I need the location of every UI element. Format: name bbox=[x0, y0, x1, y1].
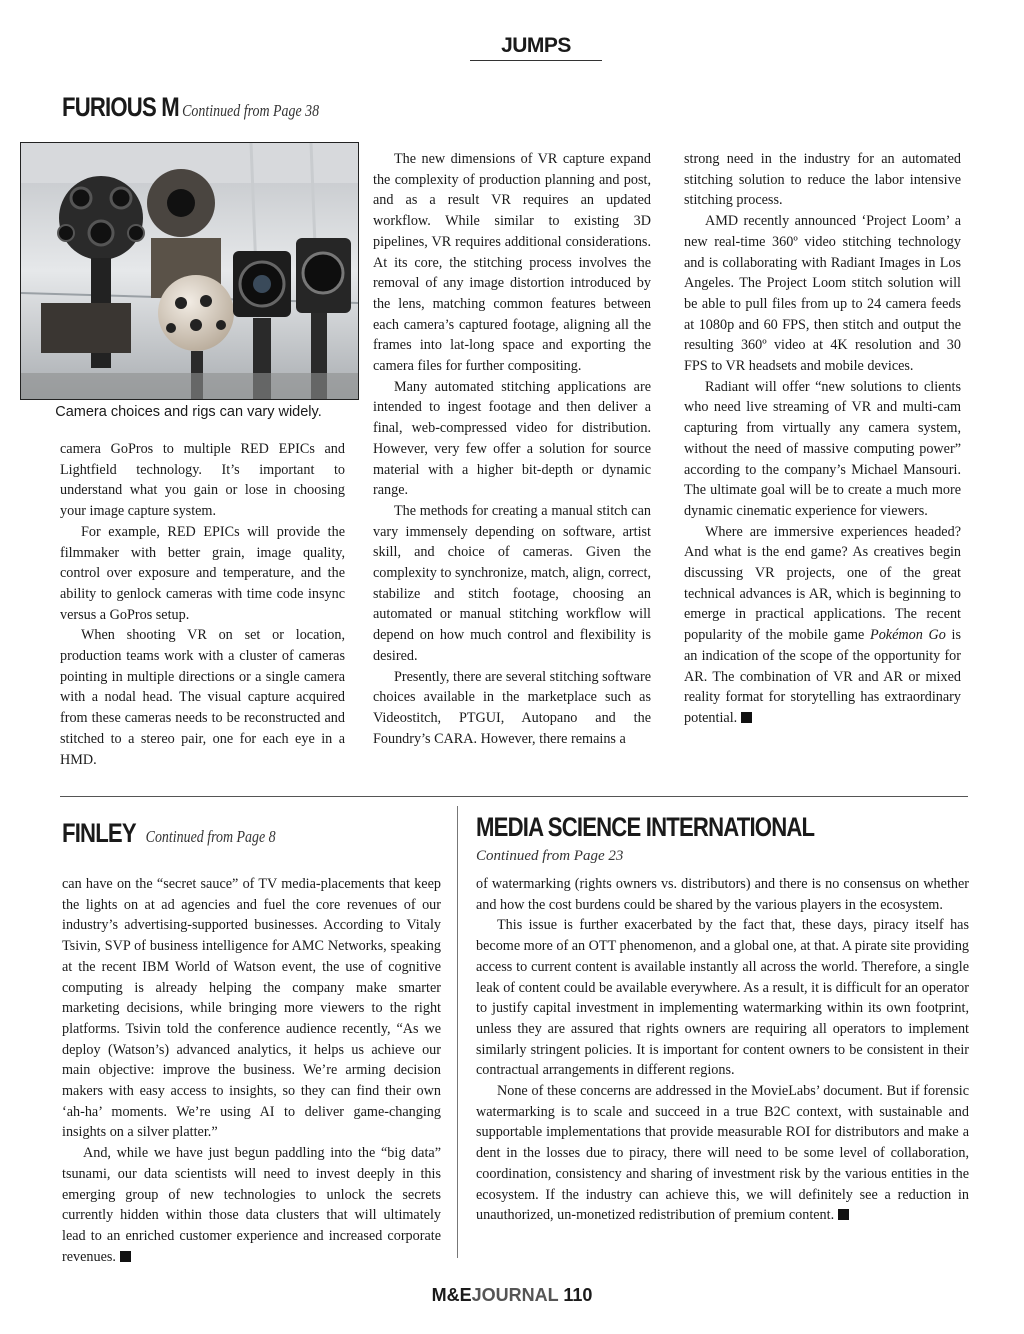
page-number: 110 bbox=[563, 1285, 593, 1305]
paragraph: Radiant will offer “new solutions to clients who need live streaming of VR and multi-cam capturing from virtually any camera system, without the need of massive computing power” according to the company’s Michael Mansouri. The ultimate goal will be to create a much more dynamic cinematic experience for viewers. bbox=[684, 378, 961, 519]
finley-title: FINLEY bbox=[62, 818, 136, 848]
text-run: None of these concerns are addressed in the MovieLabs’ document. But if forensic watermarking is to scale and succeed in a true B2C context, with sustainable and supportable implementations that provide measurable ROI for distributors and make a dent in the losses due to piracy, there will need to be some level of collaboration, coordination, consistency and sharing of investment risk by the various entities in the ecosystem. If the industry can achieve this, we will definitely see a reduction in unauthorized, un-monetized redistribution of premium content. bbox=[476, 1083, 969, 1224]
furious-title: FURIOUS M bbox=[62, 92, 179, 122]
section-label: JUMPS bbox=[470, 34, 602, 61]
paragraph: Presently, there are several stitching software choices available in the marketplace such as Videostitch, PTGUI, Autopano and the Foundry’s CARA. However, there remains a bbox=[373, 668, 651, 747]
furious-headline bbox=[62, 92, 319, 123]
paragraph: camera GoPros to multiple RED EPICs and Lightfield technology. It’s important to understand what you gain or lose in choosing your image capture system. bbox=[60, 441, 345, 520]
paragraph: AMD recently announced ‘Project Loom’ a new real-time 360º video stitching technology and is collaborating with Radiant Images in Los Angeles. The Project Loom stitch solution will be able to pull files from up to 24 camera feeds at 1080p and 60 FPS, then stitch and output the resulting 360º video at 4K resolution and 30 FPS to VR headsets and mobile devices. bbox=[684, 213, 961, 375]
camera-rig-illustration bbox=[21, 143, 358, 399]
finley-continued: Continued from Page 8 bbox=[145, 827, 276, 846]
game-title: Pokémon Go bbox=[870, 627, 946, 644]
end-mark-icon bbox=[120, 1251, 131, 1262]
camera-rig-photo bbox=[20, 142, 359, 400]
furious-column-2 bbox=[373, 149, 651, 749]
text-run: Where are immersive experiences headed? And what is the end game? As creatives begin discussing VR projects, one of the great technical advances is AR, which is beginning to emerge in practical applications. The recent popularity of the mobile game bbox=[684, 523, 961, 644]
msi-continued: Continued from Page 23 bbox=[476, 848, 624, 864]
paragraph-final bbox=[684, 522, 961, 729]
brand-journal: JOURNAL bbox=[471, 1285, 559, 1305]
paragraph: For example, RED EPICs will provide the filmmaker with better grain, image quality, control over exposure and temperature, and the ability to genlock cameras with time code insync versus a GoPros setup. bbox=[60, 523, 345, 623]
page-footer bbox=[0, 1285, 1024, 1306]
msi-title: MEDIA SCIENCE INTERNATIONAL bbox=[476, 812, 815, 842]
text-run: is an indication of the scope of the opportunity for AR. The combination of VR and AR or mixed reality format for storytelling has extraordinary potential. bbox=[684, 627, 961, 726]
end-mark-icon bbox=[838, 1209, 849, 1220]
paragraph: When shooting VR on set or location, production teams work with a cluster of cameras pointing in multiple directions or a single camera with a nodal head. The visual capture acquired from these cameras needs to be reconstructed and stitched to a stereo pair, one for each eye in a HMD. bbox=[60, 627, 345, 768]
paragraph: can have on the “secret sauce” of TV media-placements that keep the lights on at ad agencies and fuel the core revenues of our industry’s advertising-supported businesses. According to Vitaly Tsivin, SVP of business intelligence for AMC Networks, speaking at the recent IBM World of Watson event, the use of cognitive computing is already helping the company make smarter marketing decisions, while bringing more viewers to the right platforms. Tsivin told the conference audience recently, “As we deploy (Watson’s) advanced analytics, it helps us achieve our main objective: improve the business. We’re arming decision makers with easy access to insights, so they can find their own ‘ah-ha’ moments. We’re using AI to deliver game-changing insights on a silver platter.” bbox=[62, 876, 441, 1141]
text-run: And, while we have just begun paddling into the “big data” tsunami, our data scientists will need to invest deeply in this emerging group of new technologies to unlock the secrets currently hidden within those data clusters that will ultimately lead to an enriched customer experience and increased corporate revenues. bbox=[62, 1145, 441, 1265]
finley-headline bbox=[62, 818, 276, 849]
msi-column bbox=[476, 874, 969, 1226]
furious-continued: Continued from Page 38 bbox=[182, 101, 320, 120]
brand-me: M&E bbox=[431, 1285, 472, 1305]
end-mark-icon bbox=[741, 712, 752, 723]
paragraph: Many automated stitching applications are intended to ingest footage and then deliver a final, web-compressed video for distribution. However, very few offer a solution for source material with a higher bit-depth or dynamic range. bbox=[373, 378, 651, 499]
paragraph-final bbox=[62, 1143, 441, 1267]
paragraph: of watermarking (rights owners vs. distributors) and there is no consensus on whether and how the cost burdens could be shared by the various players in the ecosystem. bbox=[476, 876, 969, 913]
paragraph: This issue is further exacerbated by the fact that, these days, piracy itself has become more of an OTT phenomenon, and a global one, at that. A pirate site providing access to current content is available instantly all across the world. Therefore, a single leak of content could be available everywhere. As a result, it is difficult for an operator to justify capital investment in implementing watermarking within its own footprint, unless they are assured that rights owners are requiring all operators to implement similarly stringent policies. It is important for content owners to be consistent in their contractual arrangements in different regions. bbox=[476, 917, 970, 1079]
column-divider bbox=[457, 806, 458, 1258]
paragraph: The new dimensions of VR capture expand the complexity of production planning and post, and as a result VR requires an updated workflow. While similar to existing 3D pipelines, VR requires additional considerations. At its core, the stitching process involves the removal of any image distortion introduced by the lens, matching common features between each camera’s captured footage, aligning all the frames into lat-long space and exporting the camera files for further compositing. bbox=[373, 151, 651, 375]
paragraph: The methods for creating a manual stitch can vary immensely depending on software, artist skill, and choice of cameras. Given the complexity to synchronize, match, align, correct, stabilize and stitch footage, choosing an automated or manual stitching workflow will depend on how much control and flexibility is desired. bbox=[373, 502, 651, 664]
furious-column-3 bbox=[684, 149, 961, 729]
furious-column-1 bbox=[60, 439, 345, 770]
photo-caption: Camera choices and rigs can vary widely. bbox=[55, 404, 322, 420]
finley-column bbox=[62, 874, 441, 1267]
paragraph: strong need in the industry for an automated stitching solution to reduce the labor intensive stitching process. bbox=[684, 151, 961, 209]
paragraph-final bbox=[476, 1081, 969, 1226]
section-divider bbox=[60, 796, 968, 797]
